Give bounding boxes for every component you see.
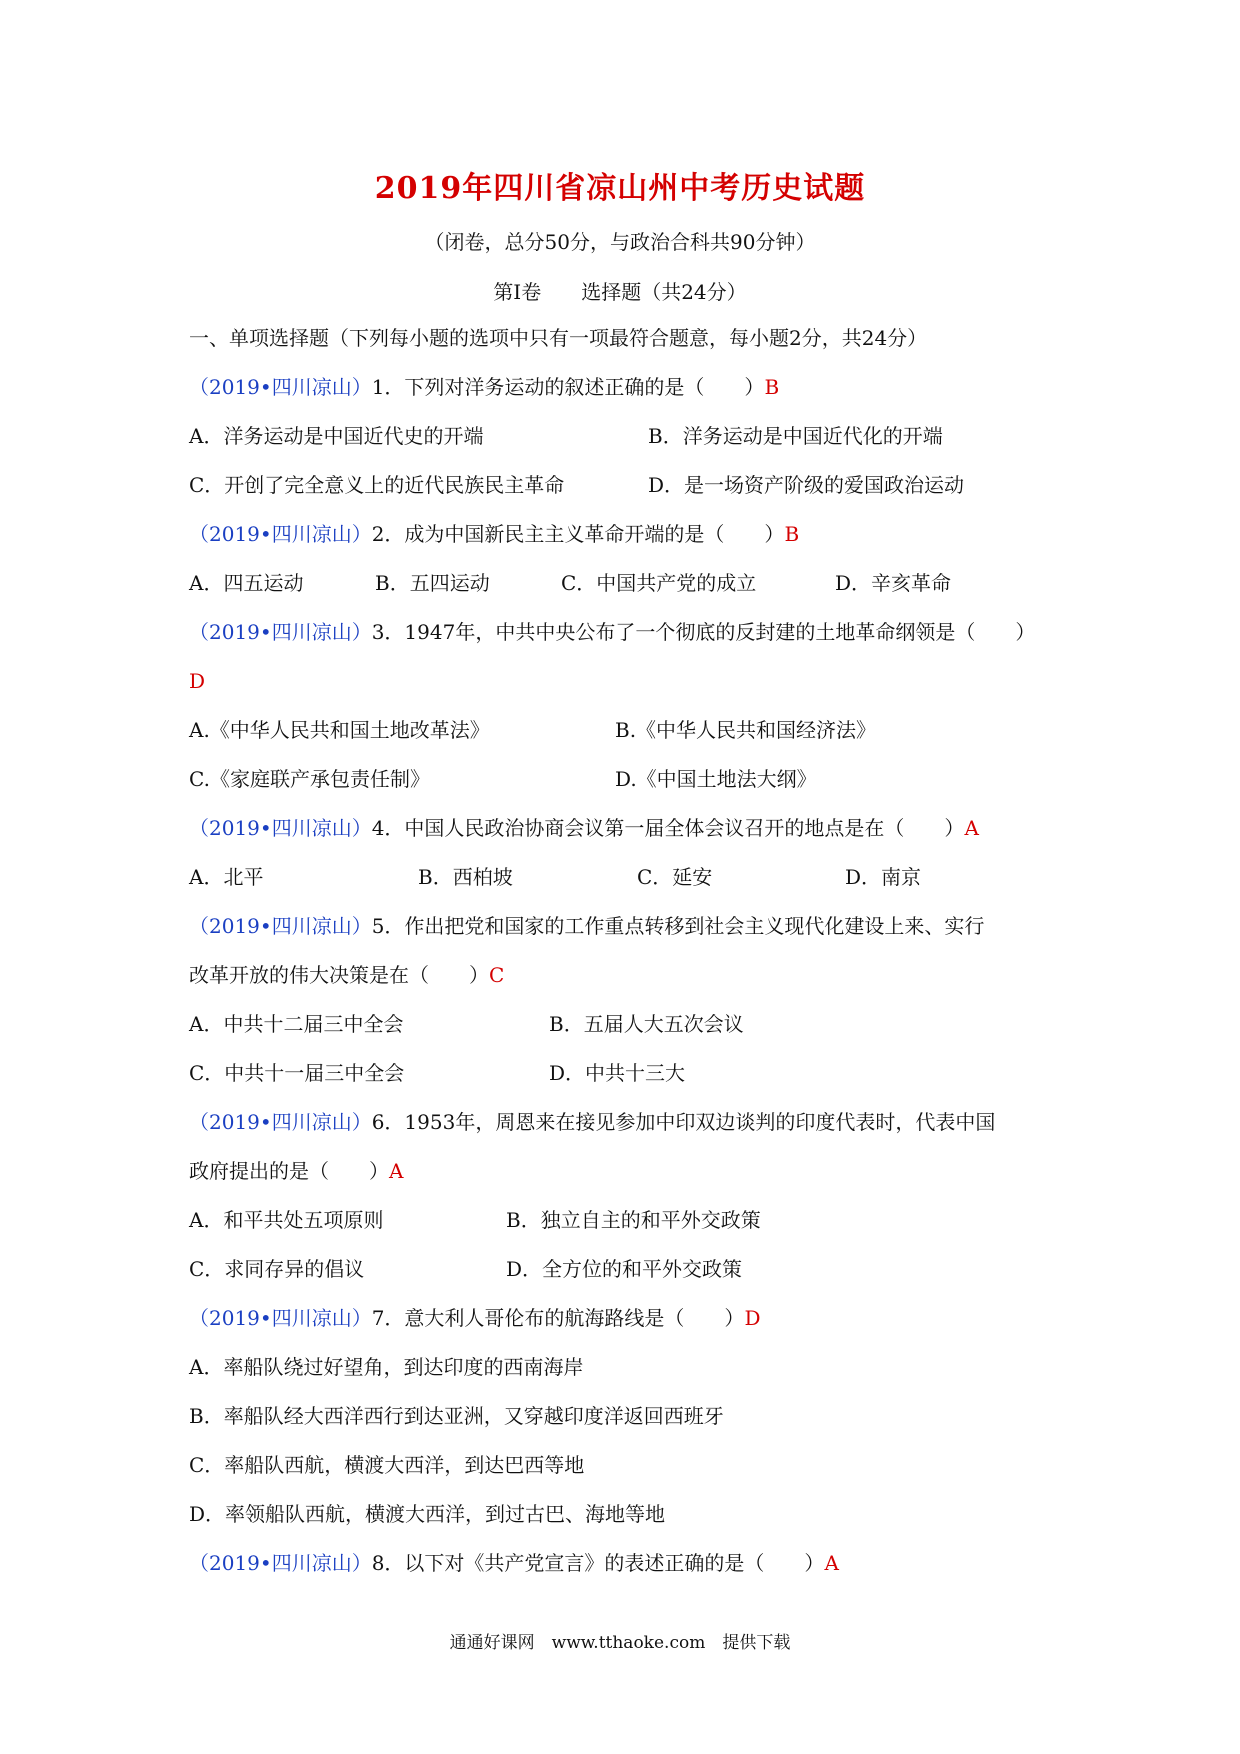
option-c: C．中共十一届三中全会 bbox=[189, 1061, 405, 1085]
option-c: C．求同存异的倡议 bbox=[189, 1257, 365, 1281]
option-c: C．延安 bbox=[637, 865, 713, 889]
option-b: B．西柏坡 bbox=[418, 865, 513, 889]
page-title: 2019年四川省凉山州中考历史试题 bbox=[374, 171, 866, 206]
instructions: 一、单项选择题（下列每小题的选项中只有一项最符合题意，每小题2分，共24分） bbox=[189, 326, 928, 350]
option-b: B．五四运动 bbox=[375, 571, 490, 595]
question-5-continued bbox=[189, 961, 504, 989]
question-source: （2019•四川凉山） bbox=[189, 522, 372, 546]
option-c: C．中国共产党的成立 bbox=[561, 571, 757, 595]
section-heading: 第Ⅰ卷 选择题（共24分） bbox=[493, 280, 747, 304]
option-b: B.《中华人民共和国经济法》 bbox=[615, 718, 877, 742]
option-a: A．率船队绕过好望角，到达印度的西南海岸 bbox=[189, 1355, 584, 1379]
question-source: （2019•四川凉山） bbox=[189, 375, 372, 399]
answer-key: A bbox=[964, 816, 979, 840]
question-8 bbox=[189, 1549, 839, 1577]
page-footer: 通通好课网 www.tthaoke.com 提供下载 bbox=[449, 1633, 791, 1653]
answer-key: B bbox=[784, 522, 800, 546]
question-1 bbox=[189, 373, 779, 401]
question-source: （2019•四川凉山） bbox=[189, 620, 372, 644]
question-6-continued bbox=[189, 1157, 403, 1185]
option-b: B．五届人大五次会议 bbox=[549, 1012, 744, 1036]
question-stem-continued: 改革开放的伟大决策是在（ ） bbox=[189, 963, 489, 987]
question-stem: 3．1947年，中共中央公布了一个彻底的反封建的土地革命纲领是（ ） bbox=[371, 620, 1036, 644]
option-c: C.《家庭联产承包责任制》 bbox=[189, 767, 430, 791]
question-stem: 7．意大利人哥伦布的航海路线是（ ） bbox=[371, 1306, 745, 1330]
option-a: A．洋务运动是中国近代史的开端 bbox=[189, 424, 484, 448]
question-2 bbox=[189, 520, 799, 548]
answer-key: C bbox=[489, 963, 505, 987]
question-3 bbox=[189, 618, 1035, 646]
option-b: B．率船队经大西洋西行到达亚洲，又穿越印度洋返回西班牙 bbox=[189, 1404, 724, 1428]
question-stem: 6．1953年，周恩来在接见参加中印双边谈判的印度代表时，代表中国 bbox=[371, 1110, 996, 1134]
answer-key: D bbox=[744, 1306, 761, 1330]
option-d: D．率领船队西航，横渡大西洋，到过古巴、海地等地 bbox=[189, 1502, 666, 1526]
option-d: D．中共十三大 bbox=[549, 1061, 686, 1085]
question-source: （2019•四川凉山） bbox=[189, 816, 372, 840]
option-d: D．南京 bbox=[845, 865, 922, 889]
question-5 bbox=[189, 912, 984, 940]
option-a: A.《中华人民共和国土地改革法》 bbox=[189, 718, 490, 742]
question-7 bbox=[189, 1304, 760, 1332]
question-3-answer-line bbox=[189, 667, 205, 695]
option-c: C．率船队西航，横渡大西洋，到达巴西等地 bbox=[189, 1453, 585, 1477]
option-d: D．辛亥革命 bbox=[835, 571, 952, 595]
question-source: （2019•四川凉山） bbox=[189, 914, 372, 938]
question-source: （2019•四川凉山） bbox=[189, 1306, 372, 1330]
question-6 bbox=[189, 1108, 995, 1136]
option-d: D．是一场资产阶级的爱国政治运动 bbox=[648, 473, 965, 497]
option-a: A．中共十二届三中全会 bbox=[189, 1012, 404, 1036]
option-c: C．开创了完全意义上的近代民族民主革命 bbox=[189, 473, 565, 497]
question-stem: 4．中国人民政治协商会议第一届全体会议召开的地点是在（ ） bbox=[371, 816, 965, 840]
question-4 bbox=[189, 814, 979, 842]
question-source: （2019•四川凉山） bbox=[189, 1110, 372, 1134]
answer-key: B bbox=[764, 375, 780, 399]
option-a: A．北平 bbox=[189, 865, 264, 889]
question-stem: 5．作出把党和国家的工作重点转移到社会主义现代化建设上来、实行 bbox=[371, 914, 985, 938]
option-a: A．和平共处五项原则 bbox=[189, 1208, 384, 1232]
question-stem: 8．以下对《共产党宣言》的表述正确的是（ ） bbox=[371, 1551, 825, 1575]
option-d: D．全方位的和平外交政策 bbox=[506, 1257, 743, 1281]
option-b: B．洋务运动是中国近代化的开端 bbox=[648, 424, 943, 448]
question-stem: 1．下列对洋务运动的叙述正确的是（ ） bbox=[371, 375, 765, 399]
question-stem: 2．成为中国新民主主义革命开端的是（ ） bbox=[371, 522, 785, 546]
option-a: A．四五运动 bbox=[189, 571, 304, 595]
exam-subtitle: （闭卷，总分50分，与政治合科共90分钟） bbox=[424, 230, 816, 254]
option-b: B．独立自主的和平外交政策 bbox=[506, 1208, 761, 1232]
answer-key: A bbox=[389, 1159, 404, 1183]
option-d: D.《中国土地法大纲》 bbox=[615, 767, 817, 791]
question-source: （2019•四川凉山） bbox=[189, 1551, 372, 1575]
answer-key: A bbox=[824, 1551, 839, 1575]
answer-key: D bbox=[189, 669, 206, 693]
question-stem-continued: 政府提出的是（ ） bbox=[189, 1159, 389, 1183]
